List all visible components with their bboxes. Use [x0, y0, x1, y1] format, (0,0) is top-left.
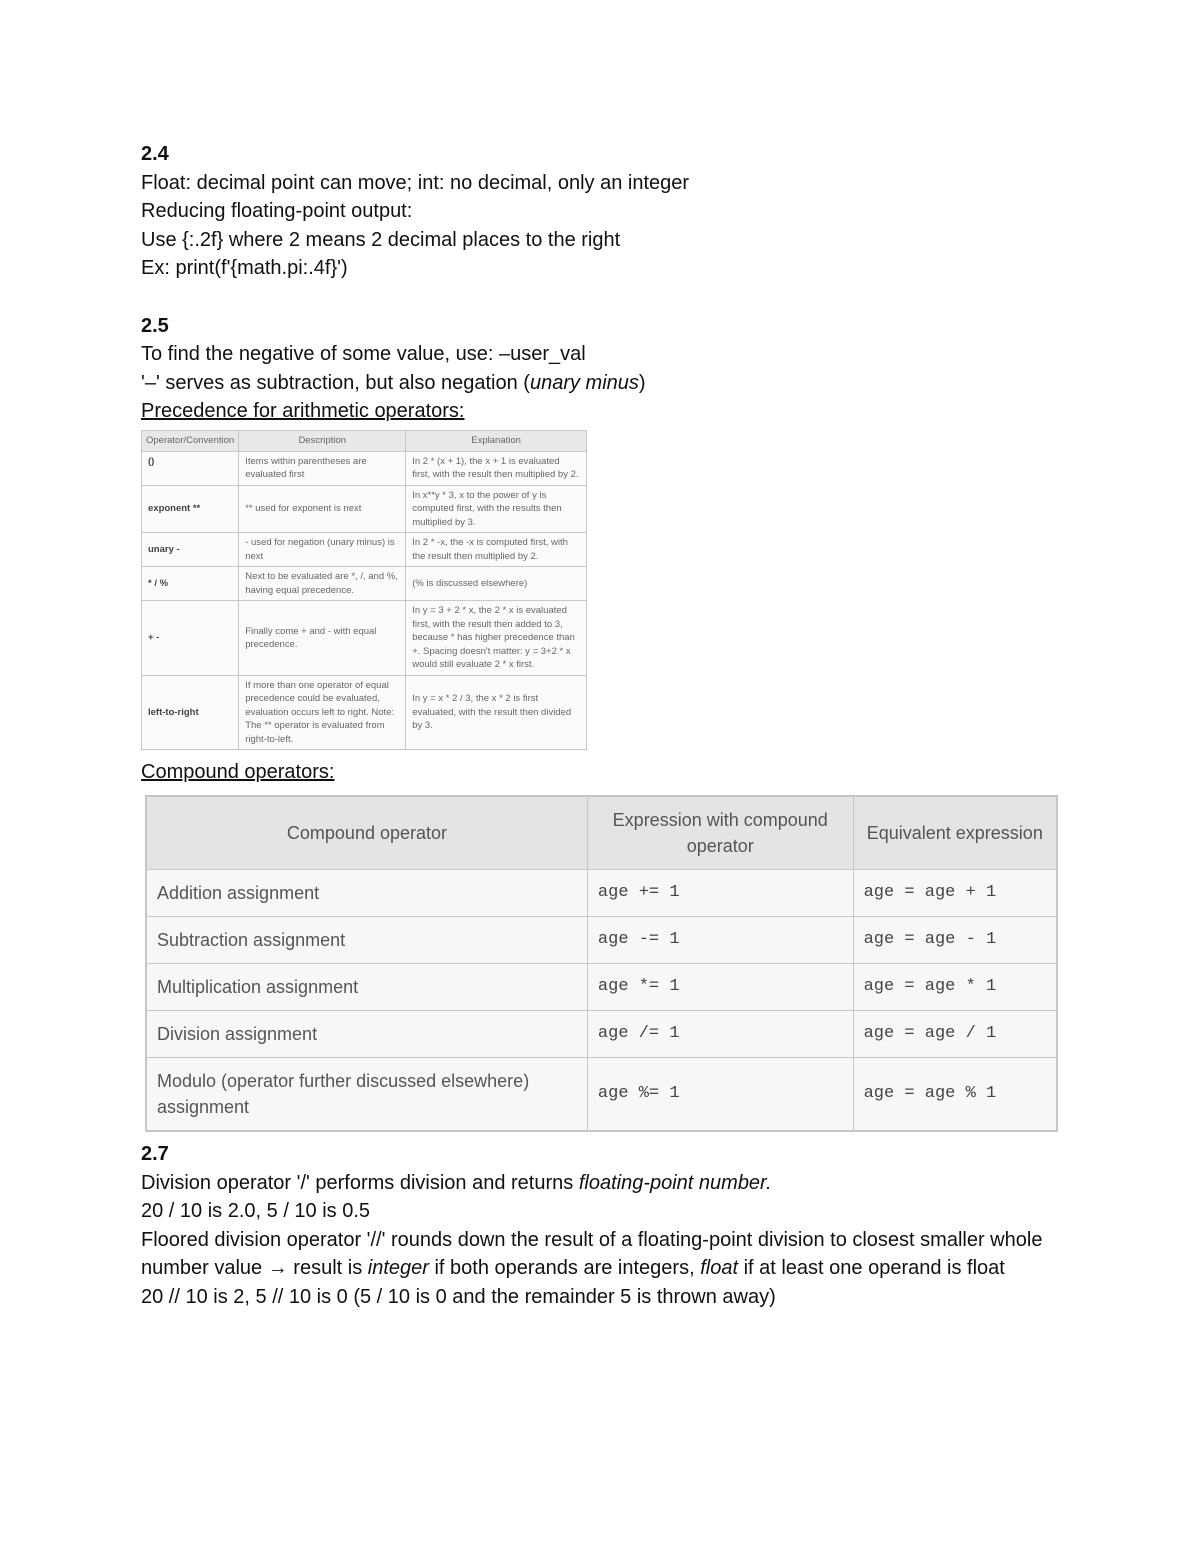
table-row — [142, 485, 587, 533]
expression-cell: age /= 1 — [587, 1011, 853, 1058]
text-run: Division operator '/' performs division and returns — [141, 1171, 579, 1194]
text-line: Reducing floating-point output: — [141, 200, 413, 223]
column-header: Expression with compound operator — [587, 796, 853, 870]
table-row — [146, 1058, 1057, 1132]
compound-title: Compound operators: — [141, 761, 335, 784]
table-row — [142, 675, 587, 750]
table-header-row — [142, 430, 587, 451]
description-cell: ** used for exponent is next — [239, 485, 406, 533]
description-cell: Items within parentheses are evaluated first — [239, 451, 406, 485]
text-line: Use {:.2f} where 2 means 2 decimal places to the right — [141, 228, 621, 251]
description-cell: If more than one operator of equal precedence could be evaluated, evaluation occurs left to right. Note: The ** operator is evaluated from right-to-left. — [239, 675, 406, 750]
operator-cell: left-to-right — [142, 675, 239, 750]
expression-cell: age -= 1 — [587, 917, 853, 964]
column-header: Equivalent expression — [853, 796, 1057, 870]
operator-cell: * / % — [142, 567, 239, 601]
text-run: if both operands are integers, — [428, 1257, 701, 1280]
table-header-row — [146, 796, 1057, 870]
operator-cell: + - — [142, 601, 239, 676]
explanation-cell: In 2 * -x, the -x is computed first, with the result then multiplied by 2. — [406, 533, 587, 567]
text-line: Ex: print(f'{math.pi:.4f}') — [141, 257, 348, 280]
table-row — [146, 917, 1057, 964]
operator-name-cell: Addition assignment — [146, 870, 587, 917]
explanation-cell: (% is discussed elsewhere) — [406, 567, 587, 601]
description-cell: Next to be evaluated are *, /, and %, having equal precedence. — [239, 567, 406, 601]
explanation-cell: In y = 3 + 2 * x, the 2 * x is evaluated first, with the result then added to 3, because * has higher precedence than +. Spacing doesn't matter: y = 3+2 * x would still evaluate 2 * x first. — [406, 601, 587, 676]
column-header: Explanation — [406, 430, 587, 451]
explanation-cell: In x**y * 3, x to the power of y is computed first, with the results then multiplied by 3. — [406, 485, 587, 533]
operator-name-cell: Modulo (operator further discussed elsewhere) assignment — [146, 1058, 587, 1132]
operator-name-cell: Division assignment — [146, 1011, 587, 1058]
description-cell: - used for negation (unary minus) is next — [239, 533, 406, 567]
operator-cell: unary - — [142, 533, 239, 567]
spacer — [141, 283, 1081, 312]
equivalent-cell: age = age * 1 — [853, 964, 1057, 1011]
table-row — [146, 1011, 1057, 1058]
text-run: '–' serves as subtraction, but also negation ( — [141, 371, 530, 394]
table-row — [142, 601, 587, 676]
text-line: Float: decimal point can move; int: no decimal, only an integer — [141, 171, 690, 194]
operator-name-cell: Subtraction assignment — [146, 917, 587, 964]
precedence-title: Precedence for arithmetic operators: — [141, 400, 465, 423]
section-heading-2-5: 2.5 — [141, 314, 169, 337]
text-run: if at least one operand is float — [738, 1257, 1005, 1280]
compound-operators-table — [145, 795, 1058, 1132]
expression-cell: age += 1 — [587, 870, 853, 917]
equivalent-cell: age = age % 1 — [853, 1058, 1057, 1132]
equivalent-cell: age = age / 1 — [853, 1011, 1057, 1058]
description-cell: Finally come + and - with equal precedence. — [239, 601, 406, 676]
explanation-cell: In 2 * (x + 1), the x + 1 is evaluated first, with the result then multiplied by 2. — [406, 451, 587, 485]
precedence-table — [141, 430, 587, 751]
table-row — [142, 533, 587, 567]
italic-term: floating-point number. — [578, 1171, 772, 1194]
column-header: Compound operator — [146, 796, 587, 870]
document-page — [141, 140, 1081, 1312]
text-line: To find the negative of some value, use: –user_val — [141, 343, 586, 366]
equivalent-cell: age = age - 1 — [853, 917, 1057, 964]
table-row — [142, 567, 587, 601]
text-run: ) — [638, 371, 646, 394]
text-line — [141, 1169, 1081, 1198]
text-run: Floored division operator '//' rounds down the result of a floating-point division to closest smaller whole number value → result is — [141, 1228, 1043, 1280]
italic-term: unary minus — [529, 371, 639, 394]
column-header: Description — [239, 430, 406, 451]
expression-cell: age %= 1 — [587, 1058, 853, 1132]
italic-term: float — [700, 1257, 739, 1280]
section-heading-2-7: 2.7 — [141, 1143, 169, 1166]
italic-term: integer — [367, 1257, 429, 1280]
table-row — [142, 451, 587, 485]
equivalent-cell: age = age + 1 — [853, 870, 1057, 917]
operator-name-cell: Multiplication assignment — [146, 964, 587, 1011]
explanation-cell: In y = x * 2 / 3, the x * 2 is first evaluated, with the result then divided by 3. — [406, 675, 587, 750]
text-line: 20 // 10 is 2, 5 // 10 is 0 (5 / 10 is 0 and the remainder 5 is thrown away) — [141, 1286, 776, 1308]
table-row — [146, 870, 1057, 917]
text-paragraph — [141, 1226, 1081, 1283]
text-line: 20 / 10 is 2.0, 5 / 10 is 0.5 — [141, 1200, 371, 1223]
text-line — [141, 369, 1081, 398]
section-heading-2-4: 2.4 — [141, 143, 169, 165]
operator-cell: () — [142, 451, 239, 485]
operator-cell: exponent ** — [142, 485, 239, 533]
expression-cell: age *= 1 — [587, 964, 853, 1011]
table-row — [146, 964, 1057, 1011]
column-header: Operator/Convention — [142, 430, 239, 451]
